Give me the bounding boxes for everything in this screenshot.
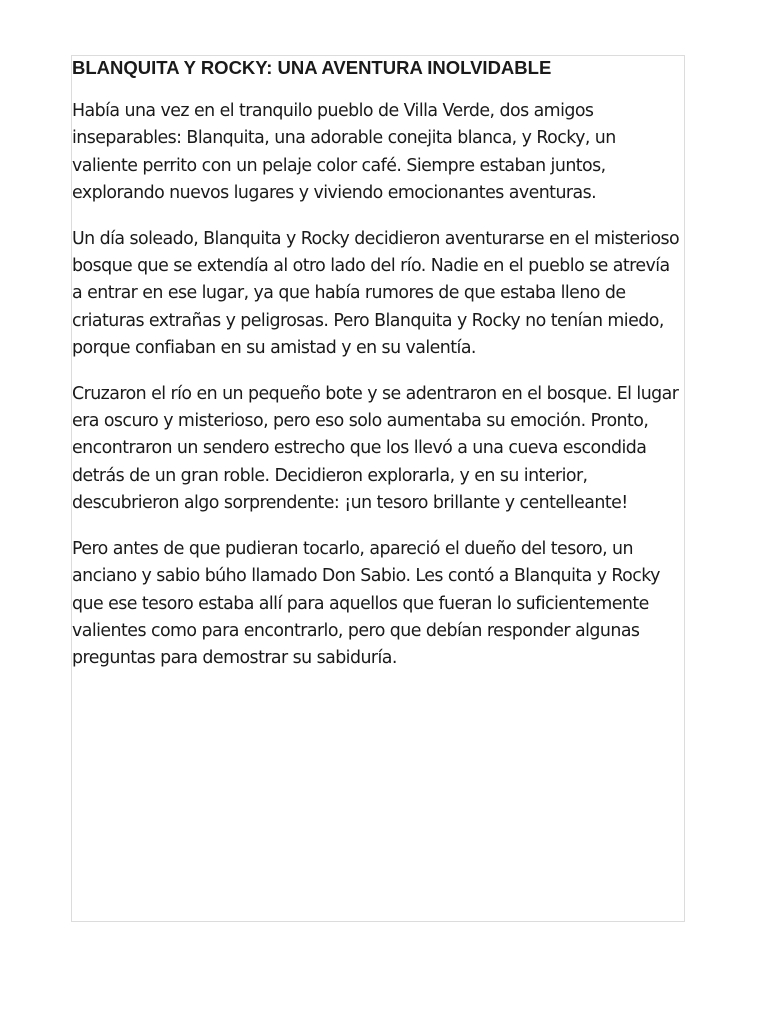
paragraph-4: Pero antes de que pudieran tocarlo, apareció el dueño del tesoro, un anciano y sabio búho llamado Don Sabio. Les contó a Blanquita y Rocky que ese tesoro estaba allí para aquellos que fueran lo suficientemente valientes como para encontrarlo, pero que debían responder algunas preguntas para demostrar su sabiduría. bbox=[72, 538, 660, 669]
document-body bbox=[72, 58, 684, 691]
document-title: BLANQUITA Y ROCKY: UNA AVENTURA INOLVIDABLE bbox=[72, 57, 552, 78]
paragraph-2: Un día soleado, Blanquita y Rocky decidieron aventurarse en el misterioso bosque que se extendía al otro lado del río. Nadie en el pueblo se atrevía a entrar en ese lugar, ya que había rumores de que estaba lleno de criaturas extrañas y peligrosas. Pero Blanquita y Rocky no tenían miedo, porque confiaban en su amistad y en su valentía. bbox=[72, 228, 680, 359]
paragraph-3: Cruzaron el río en un pequeño bote y se adentraron en el bosque. El lugar era oscuro y misterioso, pero eso solo aumentaba su emoción. Pronto, encontraron un sendero estrecho que los llevó a una cueva escondida detrás de un gran roble. Decidieron explorarla, y en su interior, descubrieron algo sorprendente: ¡un tesoro brillante y centelleante! bbox=[72, 383, 679, 514]
paragraph-1: Había una vez en el tranquilo pueblo de Villa Verde, dos amigos inseparables: Blanquita, una adorable conejita blanca, y Rocky, un valiente perrito con un pelaje color café. Siempre estaban juntos, explorando nuevos lugares y viviendo emocionantes aventuras. bbox=[72, 101, 616, 204]
